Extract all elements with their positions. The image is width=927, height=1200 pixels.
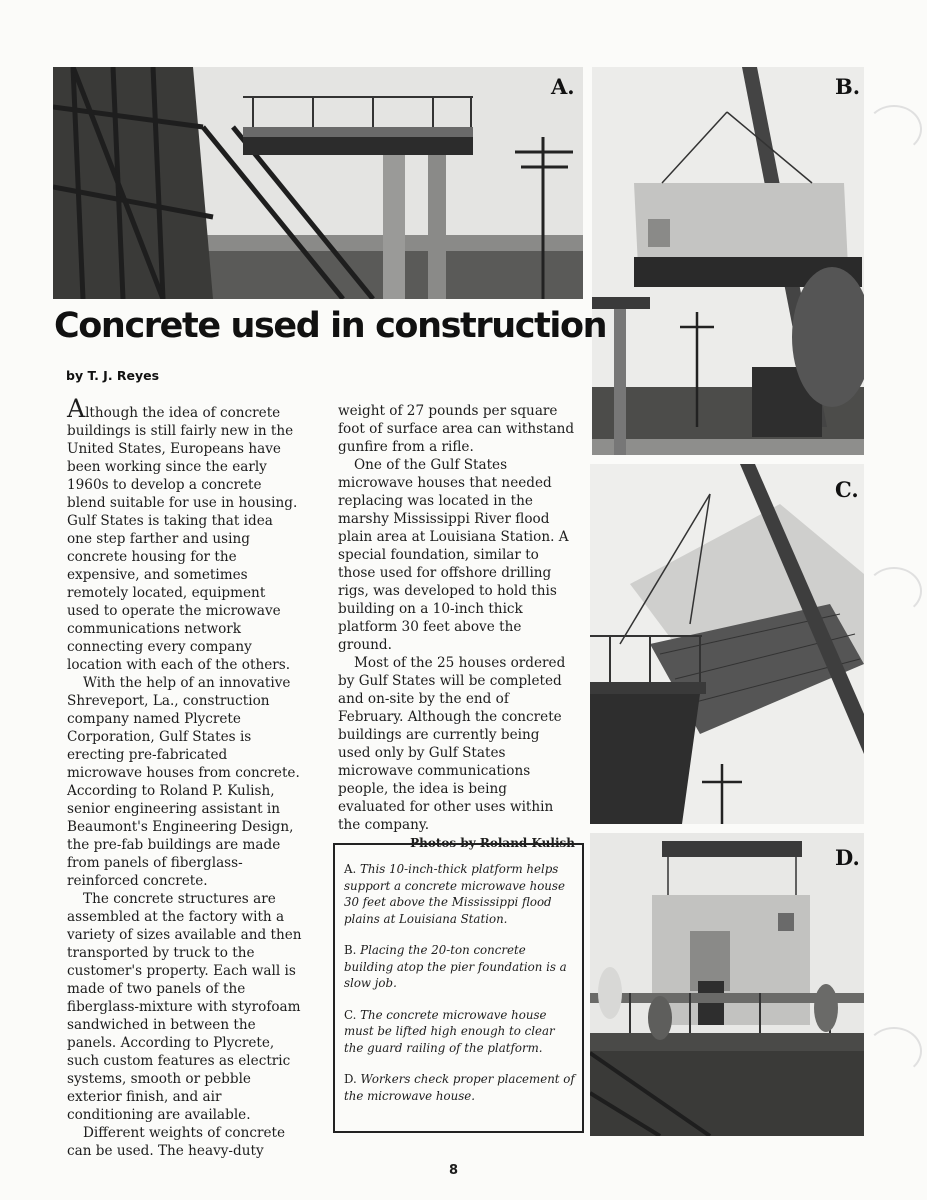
page-number: 8 [449,1163,459,1178]
caption-b: B. Placing the 20-ton concrete building atop the pier foundation is a slow job. [344,943,567,990]
caption-d: D. Workers check proper placement of the microwave house. [344,1072,575,1103]
photo-credit: Photos by Roland Kulish [410,836,575,850]
caption-a: A. This 10-inch-thick platform helps support a concrete microwave house 30 feet above the Mississippi flood plains at Louisiana Station. [344,862,565,926]
paragraph: The concrete structures are assembled at the factory with a variety of sizes available and then transported by truck to the customer's property. Each wall is made of two panels of the fiberglass-mixture with styrofoam sandwiched in between the panels. According to Plycrete, such custom features as electric systems, smooth or pebble exterior finish, and air conditioning are available. [67,891,302,1123]
caption-box [333,843,584,1133]
photo-label-d: D. [835,845,860,870]
paragraph: Different weights of concrete can be used. The heavy-duty [67,1125,286,1159]
article-title: Concrete used in construction [54,306,607,346]
binder-hole [866,1027,922,1075]
drop-cap: A [67,394,86,423]
photo-label-c: C. [835,477,859,502]
photo-a [53,67,583,299]
byline: by T. J. Reyes [66,368,160,383]
binder-hole [866,567,922,615]
photo-c [590,464,864,824]
paragraph: With the help of an innovative Shreveport, La., construction company named Plycrete Corporation, Gulf States is erecting pre-fabricated microwave houses from concrete. According to Roland P. Kulish, senior engineering assistant in Beaumont's Engineering Design, the pre-fab buildings are made from panels of fiberglass-reinforced concrete. [67,675,300,889]
paragraph: One of the Gulf States microwave houses that needed replacing was located in the marshy Mississippi River flood plain area at Louisiana Station. A special foundation, similar to those used for offshore drilling rigs, was developed to hold this building on a 10-inch thick platform 30 feet above the ground. [338,457,569,653]
paragraph: Most of the 25 houses ordered by Gulf States will be completed and on-site by the end of February. Although the concrete buildings are currently being used only by Gulf States microwave communications people, the idea is being evaluated for other uses within the company. [338,655,566,833]
article-column-2 [338,402,575,852]
photo-d [590,833,864,1136]
photo-b [592,67,864,455]
paragraph: Although the idea of concrete buildings is still fairly new in the United States, Europeans have been working since the early 1960s to develop a concrete blend suitable for use in housing. Gulf States is taking that idea one step farther and using concrete housing for the expensive, and sometimes remotely located, equipment used to operate the microwave communications network connecting every company location with each of the others. [67,394,298,673]
article-column-1 [67,394,302,1160]
paragraph: weight of 27 pounds per square foot of surface area can withstand gunfire from a rifle. [338,403,575,455]
binder-hole [866,105,922,153]
photo-label-b: B. [835,74,861,99]
caption-c: C. The concrete microwave house must be lifted high enough to clear the guard railing of the platform. [344,1007,555,1055]
photo-label-a: A. [551,74,575,99]
